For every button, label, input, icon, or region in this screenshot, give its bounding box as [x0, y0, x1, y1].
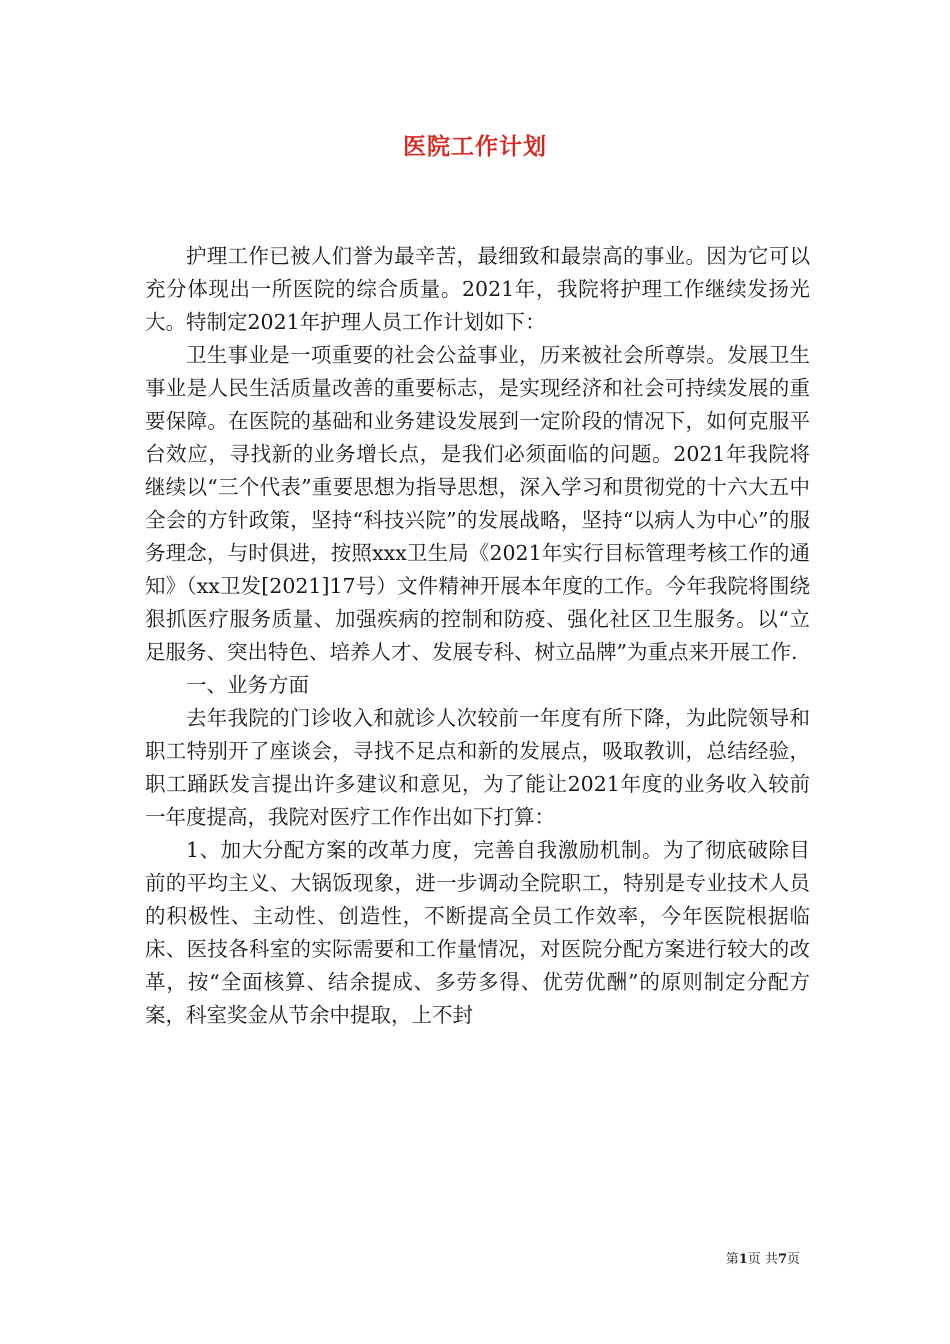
footer-middle: 页 共	[747, 1252, 778, 1267]
total-pages-number: 7	[777, 1252, 787, 1267]
document-title: 医院工作计划	[403, 133, 547, 160]
page-number-footer	[726, 1248, 800, 1267]
document-body	[145, 240, 810, 1032]
footer-suffix: 页	[786, 1252, 800, 1267]
section-heading: 一、业务方面	[186, 673, 309, 697]
paragraph: 去年我院的门诊收入和就诊人次较前一年度有所下降，为此院领导和职工特别开了座谈会，寻找不足点和新的发展点，吸取教训，总结经验，职工踊跃发言提出许多建议和意见，为了能让2021年度的业务收入较前一年度提高，我院对医疗工作作出如下打算：	[145, 706, 810, 829]
current-page-number: 1	[738, 1252, 748, 1267]
footer-prefix: 第	[725, 1252, 739, 1267]
paragraph: 1、加大分配方案的改革力度，完善自我激励机制。为了彻底破除目前的平均主义、大锅饭现象，进一步调动全院职工，特别是专业技术人员的积极性、主动性、创造性，不断提高全员工作效率，今年医院根据临床、医技各科室的实际需要和工作量情况，对医院分配方案进行较大的改革，按“全面核算、结余提成、多劳多得、优劳优酬”的原则制定分配方案，科室奖金从节余中提取，上不封	[145, 838, 810, 1027]
paragraph: 卫生事业是一项重要的社会公益事业，历来被社会所尊崇。发展卫生事业是人民生活质量改善的重要标志，是实现经济和社会可持续发展的重要保障。在医院的基础和业务建设发展到一定阶段的情况下，如何克服平台效应，寻找新的业务增长点，是我们必须面临的问题。2021年我院将继续以“三个代表”重要思想为指导思想，深入学习和贯彻党的十六大五中全会的方针政策，坚持“科技兴院”的发展战略，坚持“以病人为中心”的服务理念，与时俱进，按照xxx卫生局《2021年实行目标管理考核工作的通知》（xx卫发[2021]17号）文件精神开展本年度的工作。今年我院将围绕狠抓医疗服务质量、加强疾病的控制和防疫、强化社区卫生服务。以“立足服务、突出特色、培养人才、发展专科、树立品牌”为重点来开展工作.	[145, 343, 810, 664]
paragraph: 护理工作已被人们誉为最辛苦，最细致和最崇高的事业。因为它可以充分体现出一所医院的综合质量。2021年，我院将护理工作继续发扬光大。特制定2021年护理人员工作计划如下：	[145, 244, 810, 334]
